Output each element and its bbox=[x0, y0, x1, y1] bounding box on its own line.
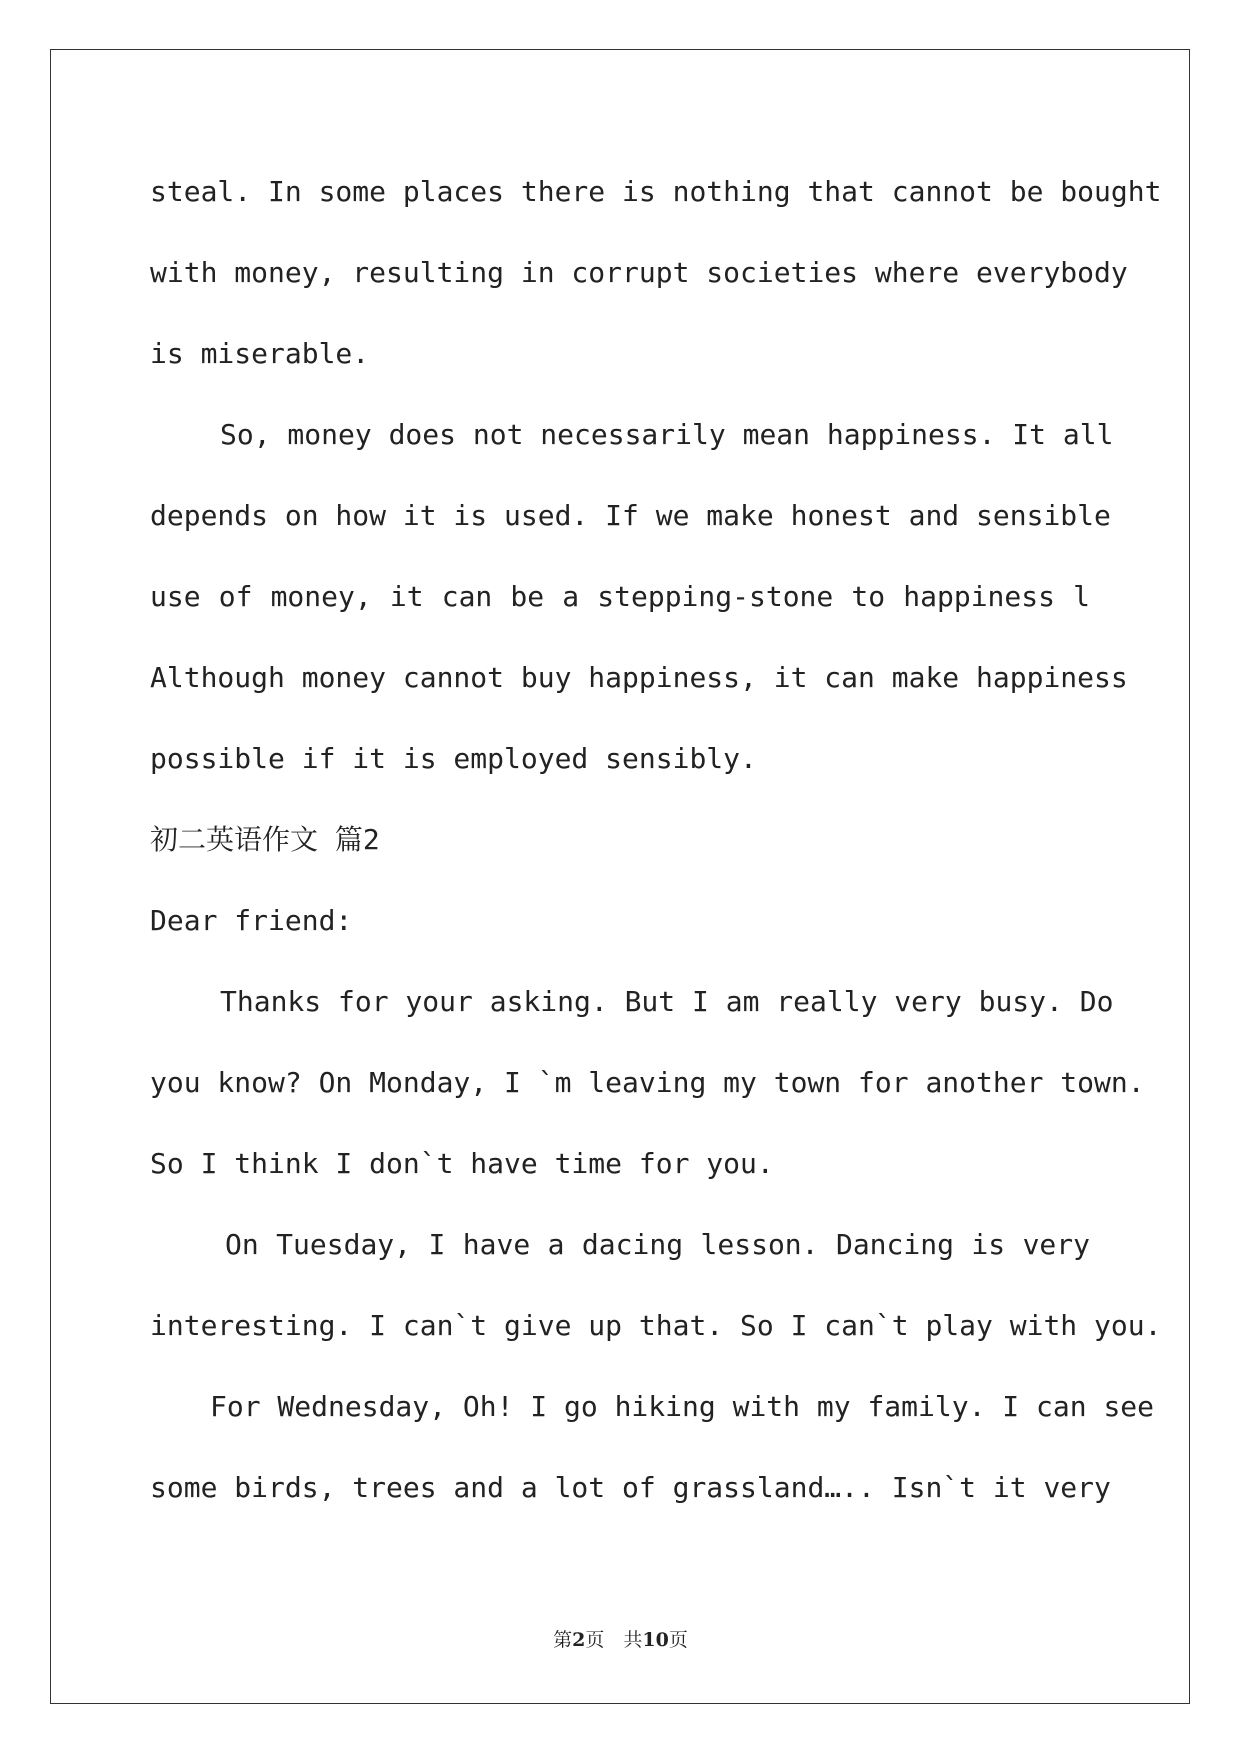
body-line-11: Thanks for your asking. But I am really very busy. Do bbox=[220, 985, 1114, 1018]
body-line-16: For Wednesday, Oh! I go hiking with my family. I can see bbox=[210, 1390, 1155, 1423]
body-line-1: steal. In some places there is nothing that cannot be bought bbox=[150, 175, 1162, 208]
body-line-4: So, money does not necessarily mean happiness. It all bbox=[220, 418, 1114, 451]
body-line-2: with money, resulting in corrupt societies where everybody bbox=[150, 256, 1128, 289]
body-line-8: possible if it is employed sensibly. bbox=[150, 742, 757, 775]
footer-suffix: 页 bbox=[668, 1629, 688, 1651]
footer-mid: 页 共 bbox=[585, 1629, 643, 1651]
body-line-7: Although money cannot buy happiness, it can make happiness bbox=[150, 661, 1128, 694]
current-page-number: 2 bbox=[572, 1629, 586, 1651]
body-line-17: some birds, trees and a lot of grassland….. Isn`t it very bbox=[150, 1471, 1111, 1504]
body-line-6: use of money, it can be a stepping-stone to happiness l bbox=[150, 580, 1090, 613]
page-border bbox=[50, 49, 1190, 1704]
footer-prefix: 第 bbox=[553, 1629, 573, 1651]
total-page-count: 10 bbox=[642, 1629, 669, 1651]
body-line-14: On Tuesday, I have a dacing lesson. Dancing is very bbox=[225, 1228, 1090, 1261]
body-line-12: you know? On Monday, I `m leaving my town for another town. bbox=[150, 1066, 1145, 1099]
section-heading: 初二英语作文 篇2 bbox=[150, 823, 380, 856]
body-line-15: interesting. I can`t give up that. So I can`t play with you. bbox=[150, 1309, 1162, 1342]
body-line-13: So I think I don`t have time for you. bbox=[150, 1147, 774, 1180]
body-line-5: depends on how it is used. If we make honest and sensible bbox=[150, 499, 1111, 532]
body-line-3: is miserable. bbox=[150, 337, 370, 370]
page-footer bbox=[0, 1625, 1241, 1652]
letter-salutation: Dear friend: bbox=[150, 904, 353, 937]
